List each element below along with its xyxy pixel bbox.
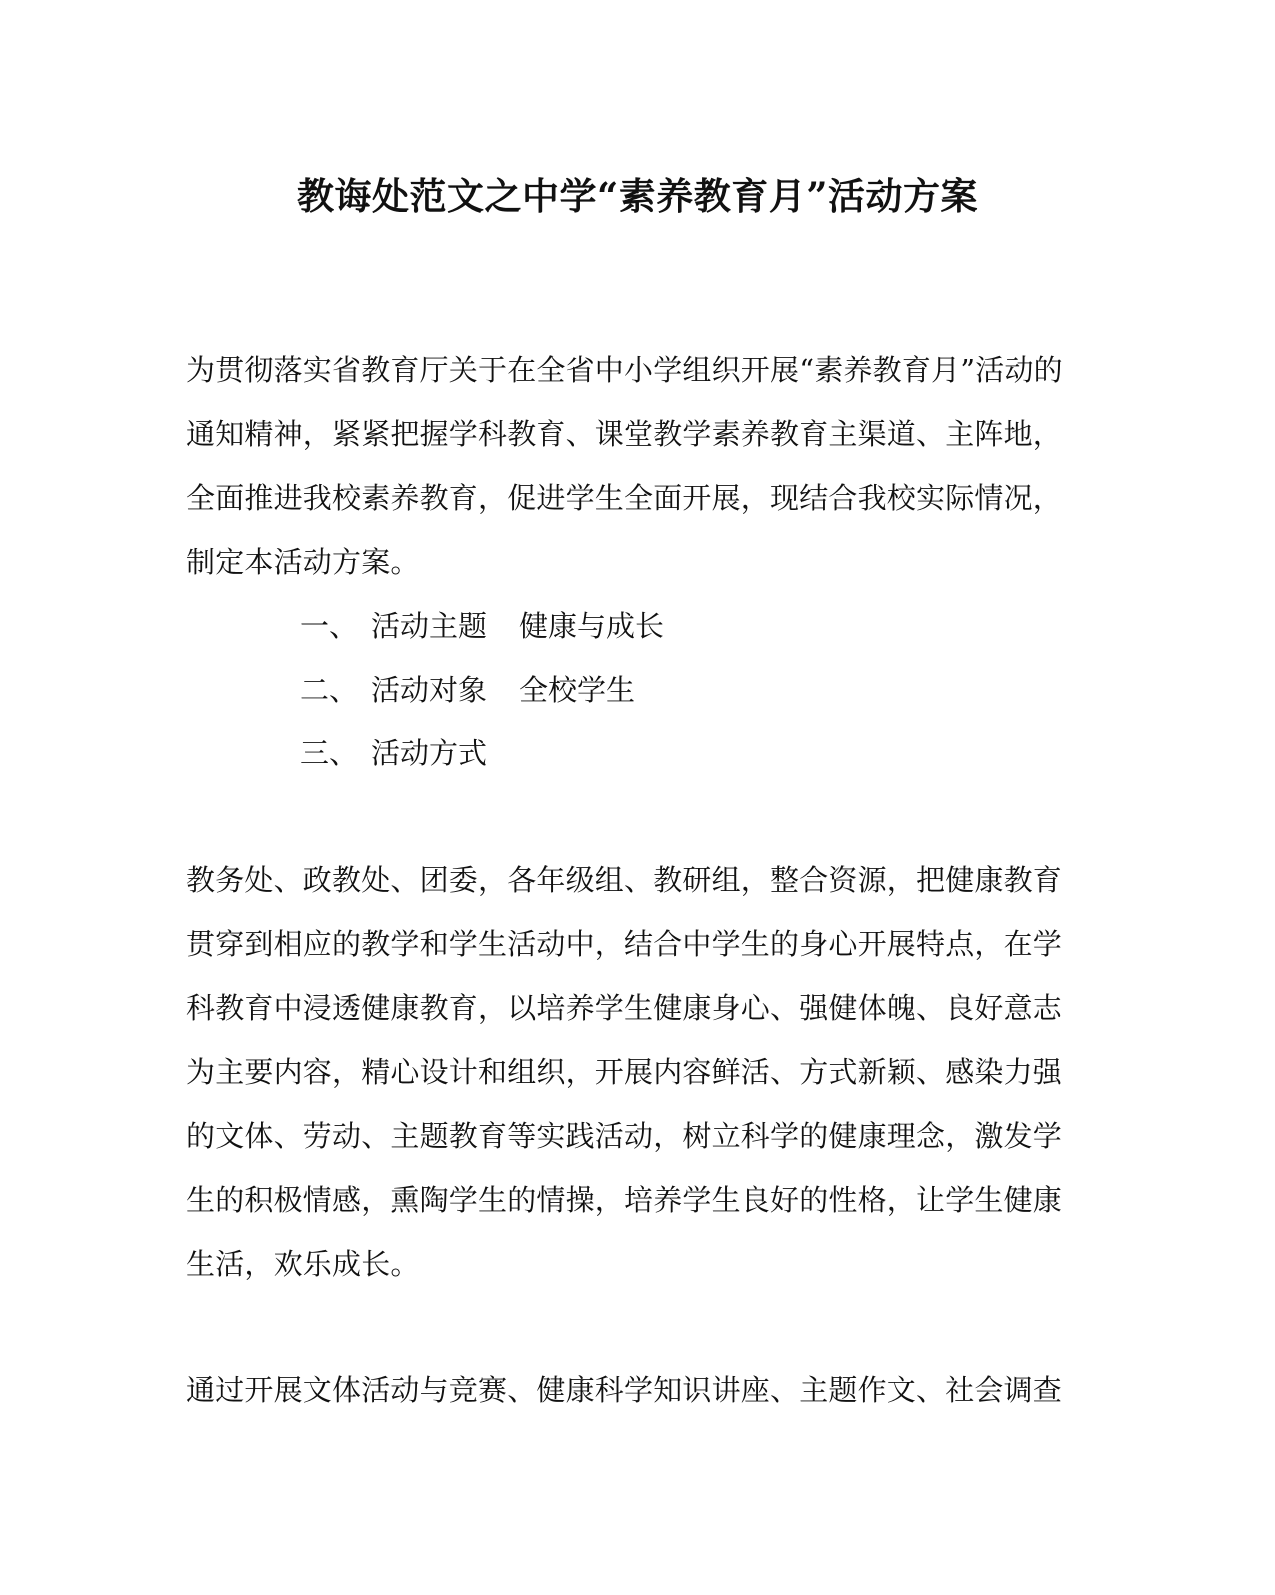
list-item-method — [300, 721, 487, 785]
paragraph-line: 生的积极情感，熏陶学生的情操，培养学生良好的性格，让学生健康 — [186, 1183, 1063, 1217]
list-label: 活动对象 — [371, 673, 488, 707]
paragraph-line: 教务处、政教处、团委，各年级组、教研组，整合资源，把健康教育 — [186, 863, 1063, 897]
paragraph-line: 通过开展文体活动与竞赛、健康科学知识讲座、主题作文、社会调查 — [186, 1373, 1063, 1407]
list-item-target — [300, 658, 635, 722]
list-number: 三、 — [300, 736, 359, 770]
paragraph-line: 通知精神，紧紧把握学科教育、课堂教学素养教育主渠道、主阵地， — [186, 417, 1063, 451]
document-title: 教诲处范文之中学“素养教育月”活动方案 — [296, 174, 979, 218]
list-item-theme — [300, 594, 664, 658]
paragraph-line: 制定本活动方案。 — [186, 545, 420, 579]
paragraph-line: 生活，欢乐成长。 — [186, 1247, 420, 1281]
intro-paragraph — [186, 338, 1063, 594]
paragraph-line: 科教育中浸透健康教育，以培养学生健康身心、强健体魄、良好意志 — [186, 991, 1063, 1025]
closing-paragraph — [186, 1358, 1063, 1422]
list-label: 活动主题 — [371, 609, 488, 643]
paragraph-line: 为贯彻落实省教育厅关于在全省中小学组织开展“素养教育月”活动的 — [186, 353, 1063, 387]
paragraph-line: 全面推进我校素养教育，促进学生全面开展，现结合我校实际情况， — [186, 481, 1063, 515]
paragraph-line: 的文体、劳动、主题教育等实践活动，树立科学的健康理念，激发学 — [186, 1119, 1063, 1153]
paragraph-line: 贯穿到相应的教学和学生活动中，结合中学生的身心开展特点，在学 — [186, 927, 1063, 961]
body-paragraph — [186, 848, 1063, 1296]
list-value: 全校学生 — [519, 673, 636, 707]
list-number: 一、 — [300, 609, 359, 643]
list-value: 健康与成长 — [519, 609, 665, 643]
paragraph-line: 为主要内容，精心设计和组织，开展内容鲜活、方式新颖、感染力强 — [186, 1055, 1063, 1089]
list-label: 活动方式 — [371, 736, 488, 770]
list-number: 二、 — [300, 673, 359, 707]
